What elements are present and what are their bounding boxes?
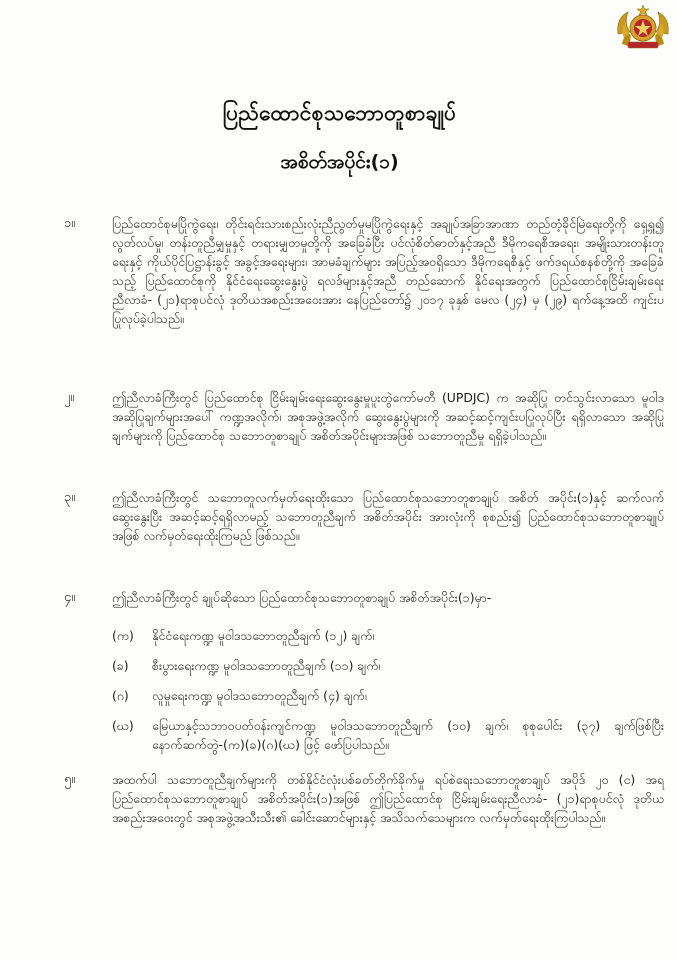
paragraph-number: ၂။ — [64, 390, 75, 405]
paragraph-number: ၅။ — [64, 772, 76, 787]
sub-item-label: (ဃ) — [112, 718, 134, 733]
paragraph-1 — [64, 214, 664, 328]
sub-item-ga — [112, 686, 664, 705]
state-emblem-icon — [614, 4, 672, 50]
sub-item-text: လူမှုရေးကဏ္ဍ မူဝါဒသဘောတူညီချက် (၄) ချက်၊ — [152, 688, 367, 703]
paragraph-5 — [64, 770, 664, 827]
paragraph-text: အထက်ပါ သဘောတူညီချက်များကို တစ်နိုင်ငံလုံးပစ်ခတ်တိုက်ခိုက်မှု ရပ်စဲရေးသဘောတူစာချုပ် အပိုဒ် ၂၀ (င) အရ ပြည်ထောင်စုသဘောတူစာချုပ် အစိတ်အပိုင်း(၁)အဖြစ် ဤပြည်ထောင်စု ငြိမ်းချမ်းရေးညီလာခံ- (၂၁)ရာစုပင်လုံ ဒုတိယအစည်းအဝေးတွင် အစုအဖွဲ့အသီးသီး၏ ခေါင်းဆောင်များနှင့် အသိသက်သေများက လက်မှတ်ရေးထိုးကြပါသည်။ — [112, 772, 664, 825]
sub-item-text: စီးပွားရေးကဏ္ဍ မူဝါဒသဘောတူညီချက် (၁၁) ချက်၊ — [152, 658, 381, 673]
sub-item-gha — [112, 716, 664, 754]
paragraph-number: ၁။ — [64, 216, 76, 231]
sub-item-label: (ဂ) — [112, 688, 129, 703]
paragraph-number: ၄။ — [64, 590, 76, 605]
paragraph-text: ဤညီလာခံကြီးတွင် ချုပ်ဆိုသော ပြည်ထောင်စုသဘောတူစာချုပ် အစိတ်အပိုင်း(၁)မှာ- — [112, 590, 492, 605]
document-subtitle: အစိတ်အပိုင်း(၁) — [280, 151, 399, 173]
paragraph-text: ဤညီလာခံကြီးတွင် သဘောတူလက်မှတ်ရေးထိုးသော ပြည်ထောင်စုသဘောတူစာချုပ် အစိတ် အပိုင်း(၁)နှင့် ဆက်လက်ဆွေးနွေးပြီး အဆင့်ဆင့်ရရှိလာမည့် သဘောတူညီချက် အစိတ်အပိုင်း အားလုံးကို စုစည်း၍ ပြည်ထောင်စုသဘောတူစာချုပ်အဖြစ် လက်မှတ်ရေးထိုးကြမည် ဖြစ်သည်။ — [112, 490, 664, 543]
paragraph-text: ဤညီလာခံကြီးတွင် ပြည်ထောင်စု ငြိမ်းချမ်းရေးဆွေးနွေးမှုပူးတွဲကော်မတီ (UPDJC) က အဆိုပြု တင်သွင်းလာသော မူဝါဒ အဆိုပြုချက်များအပေါ် ကဏ္ဍအလိုက်၊ အစုအဖွဲ့အလိုက် ဆွေးနွေးပွဲများကို အဆင့်ဆင့်ကျင်းပပြုလုပ်ပြီး ရရှိလာသော အဆိုပြုချက်များကို ပြည်ထောင်စု သဘောတူစာချုပ် အစိတ်အပိုင်းများအဖြစ် သဘောတူညီမှု ရရှိခဲ့ပါသည်။ — [112, 390, 664, 443]
sub-item-text: မြေယာနှင့်သဘာဝပတ်ဝန်းကျင်ကဏ္ဍ မူဝါဒသဘောတူညီချက် (၁၀) ချက်၊ စုစုပေါင်း (၃၇) ချက်ဖြစ်ပြီး နောက်ဆက်တွဲ-(က)(ခ)(ဂ)(ဃ) ဖြင့် ဖော်ပြပါသည်။ — [152, 718, 664, 752]
sub-item-label: (က) — [112, 628, 134, 643]
document-title: ပြည်ထောင်စုသဘောတူစာချုပ် — [222, 101, 457, 125]
paragraph-text: ပြည်ထောင်စုမပြိုကွဲရေး၊ တိုင်းရင်းသားစည်းလုံးညီညွတ်မှုမပြိုကွဲရေးနှင့် အချုပ်အခြာအာဏာ တည်တံ့ခိုင်မြဲရေးတို့ကို ရှေ့ရှု၍ လွတ်လပ်မှု၊ တန်းတူညီမျှမှုနှင့် တရားမျှတမှုတို့ကို အခြေခံပြီး ပင်လုံစိတ်ဓာတ်နှင့်အညီ ဒီမိုကရေစီအရေး၊ အမျိုးသားတန်းတူရေးနှင့် ကိုယ်ပိုင်ပြဋ္ဌာန်းခွင့် အခွင့်အရေးများ၊ အာမခံချက်များ အပြည့်အဝရှိသော ဒီမိုကရေစီနှင့် ဖက်ဒရယ်စနစ်တို့ကို အခြေခံသည့် ပြည်ထောင်စုကို နိုင်ငံရေးဆွေးနွေးပွဲ ရလဒ်များနှင့်အညီ တည်ဆောက် နိုင်ရေးအတွက် ပြည်ထောင်စုငြိမ်းချမ်းရေးညီလာခံ- (၂၁)ရာစုပင်လုံ ဒုတိယအစည်းအဝေးအား နေပြည်တော်၌ ၂၀၁၇ ခုနှစ် မေလ (၂၄) မှ (၂၉) ရက်နေ့အထိ ကျင်းပပြုလုပ်ခဲ့ပါသည်။ — [112, 216, 664, 326]
paragraph-4 — [64, 588, 664, 607]
sub-item-label: (ခ) — [112, 658, 129, 673]
sub-item-text: နိုင်ငံရေးကဏ္ဍ မူဝါဒသဘောတူညီချက် (၁၂) ချက်၊ — [152, 628, 375, 643]
paragraph-2 — [64, 388, 664, 445]
sub-item-ka — [112, 626, 664, 645]
paragraph-3 — [64, 488, 664, 545]
paragraph-number: ၃။ — [64, 490, 76, 505]
sub-item-kha — [112, 656, 664, 675]
